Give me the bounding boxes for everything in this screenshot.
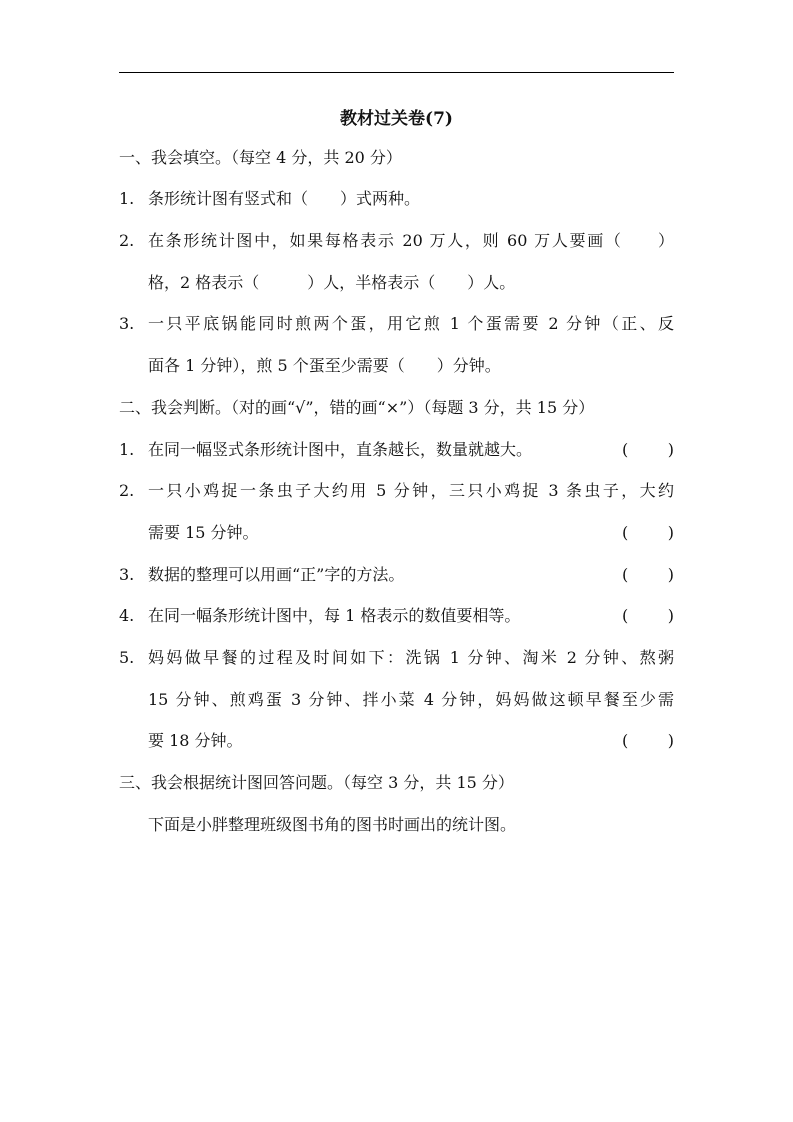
- s2-question-3: [119, 563, 674, 587]
- answer-brackets[interactable]: [622, 729, 674, 753]
- page-title: 教材过关卷(7): [340, 109, 453, 129]
- s1-question-1: [119, 187, 674, 211]
- question-text: 在同一幅条形统计图中，每 1 格表示的数值要相等。: [148, 606, 521, 625]
- question-text: 在同一幅竖式条形统计图中，直条越长，数量就越大。: [148, 440, 533, 459]
- question-number: 1.: [119, 189, 135, 208]
- s2-question-2: [119, 479, 674, 503]
- section3-heading: 三、我会根据统计图回答问题。（每空 3 分，共 15 分）: [119, 773, 514, 792]
- question-text: 一只平底锅能同时煎两个蛋，用它煎 1 个蛋需要 2 分钟（正、反: [148, 314, 674, 333]
- answer-brackets[interactable]: [622, 563, 674, 587]
- question-text: 数据的整理可以用画“正”字的方法。: [148, 565, 405, 584]
- bracket-close: ): [667, 606, 674, 625]
- question-number: 4.: [119, 606, 135, 625]
- s1-question-3: [119, 312, 674, 336]
- question-number: 3.: [119, 565, 135, 584]
- header-rule: [119, 72, 674, 73]
- bracket-close: ): [667, 565, 674, 584]
- s1-question-2: [119, 229, 674, 253]
- bracket-open: (: [622, 523, 629, 542]
- bracket-open: (: [622, 731, 629, 750]
- bracket-open: (: [622, 565, 629, 584]
- s1-question-3-cont: 面各 1 分钟），煎 5 个蛋至少需要（ ）分钟。: [148, 356, 501, 375]
- question-text: 需要 15 分钟。: [148, 523, 259, 542]
- s2-question-5-cont: 15 分钟、煎鸡蛋 3 分钟、拌小菜 4 分钟，妈妈做这顿早餐至少需: [148, 690, 674, 709]
- question-number: 1.: [119, 440, 135, 459]
- bracket-open: (: [622, 606, 629, 625]
- answer-brackets[interactable]: [622, 604, 674, 628]
- bracket-close: ): [667, 731, 674, 750]
- question-text: 一只小鸡捉一条虫子大约用 5 分钟，三只小鸡捉 3 条虫子，大约: [148, 481, 674, 500]
- s1-question-2-cont: 格，2 格表示（ ）人，半格表示（ ）人。: [148, 273, 516, 292]
- bracket-open: (: [622, 440, 629, 459]
- answer-brackets[interactable]: [622, 521, 674, 545]
- s2-question-5-cont2: [148, 729, 674, 753]
- question-number: 3.: [119, 314, 135, 333]
- s2-question-1: [119, 438, 674, 462]
- question-number: 5.: [119, 648, 135, 667]
- section3-intro: 下面是小胖整理班级图书角的图书时画出的统计图。: [148, 815, 517, 834]
- bracket-close: ): [667, 523, 674, 542]
- question-text: 妈妈做早餐的过程及时间如下：洗锅 1 分钟、淘米 2 分钟、熬粥: [148, 648, 674, 667]
- question-number: 2.: [119, 481, 135, 500]
- s2-question-4: [119, 604, 674, 628]
- s2-question-5: [119, 646, 674, 670]
- question-text: 条形统计图有竖式和（ ）式两种。: [148, 189, 421, 208]
- s2-question-2-cont: [148, 521, 674, 545]
- question-text: 要 18 分钟。: [148, 731, 243, 750]
- section2-heading: 二、我会判断。（对的画“√”，错的画“×”）（每题 3 分，共 15 分）: [119, 398, 595, 417]
- bracket-close: ): [667, 440, 674, 459]
- question-text: 在条形统计图中，如果每格表示 20 万人，则 60 万人要画（ ）: [148, 231, 674, 250]
- answer-brackets[interactable]: [622, 438, 674, 462]
- question-number: 2.: [119, 231, 135, 250]
- section1-heading: 一、我会填空。（每空 4 分，共 20 分）: [119, 148, 402, 167]
